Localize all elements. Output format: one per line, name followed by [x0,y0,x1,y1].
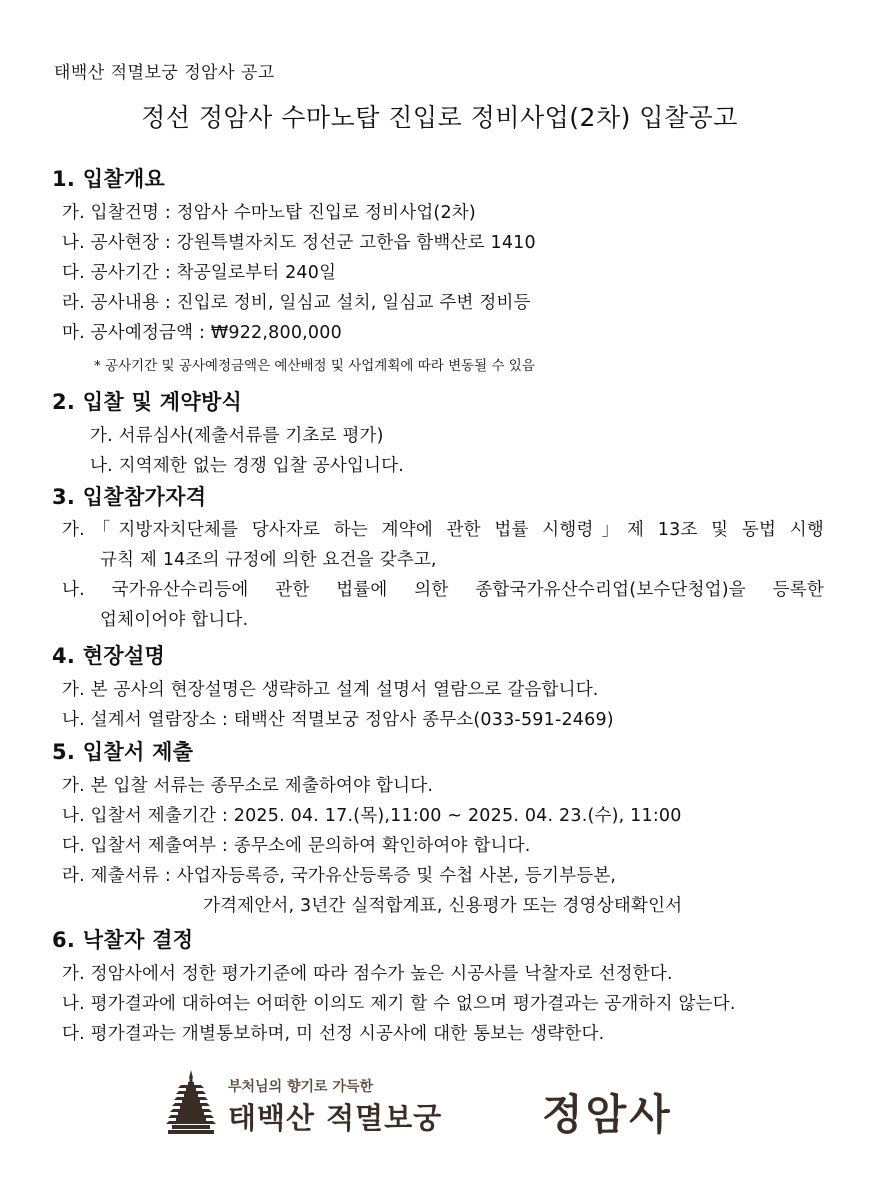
qualification-item-b: 나. 국가유산수리등에 관한 법률에 의한 종합국가유산수리업(보수단청업)을 등록한 [62,580,824,600]
logo-tagline: 부처님의 향기로 가득한 [228,1079,373,1095]
award-item-b: 나. 평가결과에 대하여는 어떠한 이의도 제기 할 수 없으며 평가결과는 공개하지 않는다. [62,994,736,1014]
page-title: 정선 정암사 수마노탑 진입로 정비사업(2차) 입찰공고 [141,103,738,132]
pagoda-icon [166,1068,216,1134]
section-heading-award: 6. 낙찰자 결정 [52,928,194,952]
overview-item-budget: 마. 공사예정금액 : ₩922,800,000 [62,323,342,343]
submission-item-a: 가. 본 입찰 서류는 종무소로 제출하여야 합니다. [62,776,434,796]
method-item-open: 나. 지역제한 없는 경쟁 입찰 공사입니다. [90,456,405,476]
award-item-a: 가. 정암사에서 정한 평가기준에 따라 점수가 높은 시공사를 낙찰자로 선정한다. [62,964,673,984]
temple-logo [166,1068,746,1140]
section-heading-overview: 1. 입찰개요 [52,167,166,191]
briefing-item-b: 나. 설계서 열람장소 : 태백산 적멸보궁 정암사 종무소(033-591-2469) [62,710,614,730]
qualification-item-a: 가.「지방자치단체를 당사자로 하는 계약에 관한 법률 시행령」제 13조 및 동법 시행 [62,520,824,540]
qualification-item-a-cont: 규칙 제 14조의 규정에 의한 요건을 갖추고, [100,550,437,570]
issuer-line: 태백산 적멸보궁 정암사 공고 [54,63,275,83]
section-heading-submission: 5. 입찰서 제출 [52,740,194,764]
overview-item-period: 다. 공사기간 : 착공일로부터 240일 [62,263,337,283]
submission-item-confirm: 다. 입찰서 제출여부 : 종무소에 문의하여 확인하여야 합니다. [62,836,531,856]
section-heading-method: 2. 입찰 및 계약방식 [52,390,243,414]
method-item-review: 가. 서류심사(제출서류를 기초로 평가) [90,426,384,446]
logo-brand-left: 태백산 적멸보궁 [228,1101,443,1135]
submission-item-documents-cont: 가격제안서, 3년간 실적합계표, 신용평가 또는 경영상태확인서 [203,896,683,916]
qualification-item-b-cont: 업체이어야 합니다. [100,610,249,630]
overview-item-site: 나. 공사현장 : 강원특별자치도 정선군 고한읍 함백산로 1410 [62,233,536,253]
award-item-c: 다. 평가결과는 개별통보하며, 미 선정 시공사에 대한 통보는 생략한다. [62,1024,605,1044]
overview-item-content: 라. 공사내용 : 진입로 정비, 일심교 설치, 일심교 주변 정비등 [62,293,531,313]
submission-item-period: 나. 입찰서 제출기간 : 2025. 04. 17.(목),11:00 ~ 2025. 04. 23.(수), 11:00 [62,806,682,826]
section-heading-site-briefing: 4. 현장설명 [52,644,166,668]
section-heading-qualification: 3. 입찰참가자격 [52,485,207,509]
logo-brand-right: 정암사 [542,1090,673,1139]
briefing-item-a: 가. 본 공사의 현장설명은 생략하고 설계 설명서 열람으로 갈음합니다. [62,680,599,700]
submission-item-documents: 라. 제출서류 : 사업자등록증, 국가유산등록증 및 수첩 사본, 등기부등본, [62,866,617,886]
overview-item-name: 가. 입찰건명 : 정암사 수마노탑 진입로 정비사업(2차) [62,203,476,223]
overview-note: * 공사기간 및 공사예정금액은 예산배정 및 사업계획에 따라 변동될 수 있음 [94,358,535,374]
